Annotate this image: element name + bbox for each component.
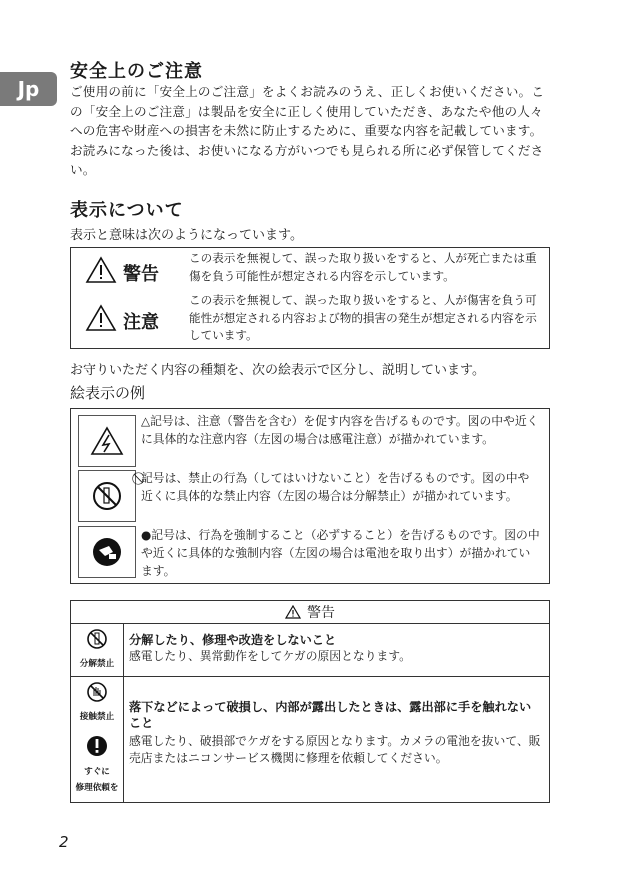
- warning-row-disassembly: [71, 624, 549, 677]
- warning-triangle-icon: [85, 256, 117, 284]
- no-touch-icon: [86, 681, 108, 703]
- caution-label: 注意: [123, 312, 159, 333]
- row1-text: 感電したり、異常動作をしてケガの原因となります。: [129, 649, 411, 663]
- safety-paragraph: ご使用の前に「安全上のご注意」をよくお読みのうえ、正しくお使いください。この「安全上のご注意」は製品を安全に正しく使用していただき、あなたや他の人々への危害や財産への損害を未然に防止するために、重要な内容を記載しています。お読みになった後は、お使いになる方がいつでも見られる所に必ず保管してください。: [70, 84, 545, 178]
- warning-description: この表示を無視して、誤った取り扱いをすると、人が死亡または重傷を負う可能性が想定される内容を示しています。: [189, 251, 537, 283]
- prohibit-symbol-text: ⃠記号は、禁止の行為（してはいけないこと）を告げるものです。図の中や近くに具体的な禁止内容（左図の場合は分解禁止）が描かれています。: [141, 471, 530, 503]
- signal-word-box: [70, 247, 550, 349]
- caution-description: この表示を無視して、誤った取り扱いをすると、人が傷害を負う可能性が想定される内容および物的損害の発生が想定される内容を示しています。: [189, 293, 537, 342]
- remove-battery-icon: [78, 526, 136, 578]
- warning-table-header: [71, 601, 549, 624]
- triangle-symbol-text: △記号は、注意（警告を含む）を促す内容を告げるものです。図の中や近くに具体的な注意内容（左図の場合は感電注意）が描かれています。: [141, 414, 539, 446]
- row2-text: 感電したり、破損部でケガをする原因となります。カメラの電池を抜いて、販売店またはニコンサービス機関に修理を依頼してください。: [129, 734, 541, 765]
- electric-shock-icon: [78, 415, 136, 467]
- no-disassembly-icon: [78, 470, 136, 522]
- warning-row-exposed-parts: [71, 677, 549, 802]
- row2-icon-cell: [71, 677, 124, 802]
- safety-heading: 安全上のご注意: [70, 61, 203, 82]
- no-disassembly-caption: 分解禁止: [79, 659, 115, 669]
- repair-caption-1: すぐに: [84, 767, 110, 777]
- row1-icon-cell: [71, 624, 124, 676]
- display-intro: 表示と意味は次のようになっています。: [70, 228, 303, 243]
- mandatory-symbol-text: ●記号は、行為を強制すること（必ずすること）を告げるものです。図の中や近くに具体的な強制内容（左図の場合は電池を取り出す）が描かれています。: [141, 528, 540, 578]
- warning-table-title: 警告: [307, 605, 335, 621]
- caution-signal: [71, 300, 183, 344]
- warning-triangle-icon: [285, 605, 301, 619]
- repair-caption-2: 修理依頼を: [75, 783, 119, 793]
- warning-label: 警告: [123, 264, 159, 285]
- language-tab: Jp: [0, 72, 57, 106]
- pictogram-heading: 絵表示の例: [70, 384, 146, 402]
- no-touch-caption: 接触禁止: [79, 712, 115, 722]
- classify-text: お守りいただく内容の種類を、次の絵表示で区分し、説明しています。: [70, 363, 485, 378]
- display-heading: 表示について: [70, 200, 184, 221]
- no-disassembly-icon: [86, 628, 108, 650]
- row2-title: 落下などによって破損し、内部が露出したときは、露出部に手を触れないこと: [129, 700, 532, 730]
- pictogram-box: [70, 408, 550, 584]
- mandatory-action-icon: [86, 735, 108, 757]
- caution-triangle-icon: [85, 304, 117, 332]
- warning-signal: [71, 252, 183, 296]
- page-number: 2: [59, 833, 69, 851]
- row1-title: 分解したり、修理や改造をしないこと: [129, 633, 337, 647]
- warning-table: [70, 600, 550, 803]
